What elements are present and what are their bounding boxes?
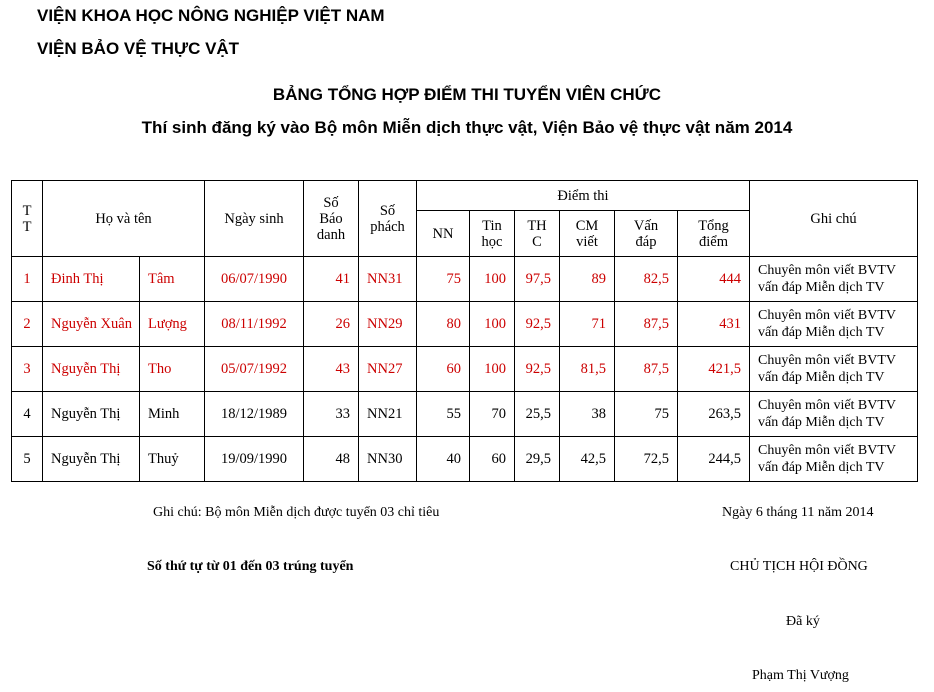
last-name: Nguyễn Thị	[43, 347, 140, 392]
header-tt: T T	[12, 181, 43, 257]
table-row	[12, 257, 918, 302]
footer-note: Ghi chú: Bộ môn Miễn dịch được tuyển 03 chỉ tiêu	[153, 505, 440, 520]
row-number: 4	[12, 392, 43, 437]
header-vd: Vấn đáp	[615, 211, 678, 257]
document-date: Ngày 6 tháng 11 năm 2014	[722, 505, 874, 520]
code-number: NN27	[359, 347, 417, 392]
row-number: 2	[12, 302, 43, 347]
table-row	[12, 302, 918, 347]
score-nn: 40	[417, 437, 470, 482]
header-thc: TH C	[515, 211, 560, 257]
candidate-number: 48	[304, 437, 359, 482]
first-name: Tâm	[140, 257, 205, 302]
header-sbd: Số Báo danh	[304, 181, 359, 257]
header-total: Tổng điểm	[678, 211, 750, 257]
score-tin-hoc: 100	[470, 302, 515, 347]
score-total: 244,5	[678, 437, 750, 482]
date-of-birth: 08/11/1992	[205, 302, 304, 347]
score-nn: 55	[417, 392, 470, 437]
score-nn: 80	[417, 302, 470, 347]
date-of-birth: 18/12/1989	[205, 392, 304, 437]
first-name: Lượng	[140, 302, 205, 347]
score-total: 431	[678, 302, 750, 347]
header-name: Họ và tên	[43, 181, 205, 257]
score-thc: 92,5	[515, 302, 560, 347]
first-name: Tho	[140, 347, 205, 392]
row-number: 1	[12, 257, 43, 302]
date-of-birth: 19/09/1990	[205, 437, 304, 482]
candidate-number: 43	[304, 347, 359, 392]
document-subtitle: Thí sinh đăng ký vào Bộ môn Miễn dịch thực vật, Viện Bảo vệ thực vật năm 2014	[141, 118, 793, 137]
row-note: Chuyên môn viết BVTV vấn đáp Miễn dịch TV	[750, 257, 918, 302]
header-phach: Số phách	[359, 181, 417, 257]
passed-candidates-note: Số thứ tự từ 01 đến 03 trúng tuyển	[147, 559, 354, 574]
header-tin: Tin học	[470, 211, 515, 257]
first-name: Thuỷ	[140, 437, 205, 482]
document-title: BẢNG TỔNG HỢP ĐIỂM THI TUYỂN VIÊN CHỨC	[272, 85, 662, 104]
score-nn: 75	[417, 257, 470, 302]
row-number: 5	[12, 437, 43, 482]
score-thc: 29,5	[515, 437, 560, 482]
table-row	[12, 347, 918, 392]
council-chair-title: CHỦ TỊCH HỘI ĐỒNG	[730, 559, 868, 574]
first-name: Minh	[140, 392, 205, 437]
score-total: 421,5	[678, 347, 750, 392]
institute-name: VIỆN BẢO VỆ THỰC VẬT	[37, 39, 240, 58]
code-number: NN31	[359, 257, 417, 302]
header-cm: CM viết	[560, 211, 615, 257]
score-van-dap: 82,5	[615, 257, 678, 302]
score-cm-viet: 38	[560, 392, 615, 437]
score-van-dap: 72,5	[615, 437, 678, 482]
row-note: Chuyên môn viết BVTV vấn đáp Miễn dịch TV	[750, 392, 918, 437]
header-nn: NN	[417, 211, 470, 257]
code-number: NN29	[359, 302, 417, 347]
row-note: Chuyên môn viết BVTV vấn đáp Miễn dịch TV	[750, 347, 918, 392]
header-note: Ghi chú	[750, 181, 918, 257]
last-name: Nguyễn Thị	[43, 392, 140, 437]
row-note: Chuyên môn viết BVTV vấn đáp Miễn dịch TV	[750, 302, 918, 347]
organization-name: VIỆN KHOA HỌC NÔNG NGHIỆP VIỆT NAM	[37, 6, 385, 25]
row-number: 3	[12, 347, 43, 392]
score-tin-hoc: 100	[470, 257, 515, 302]
candidate-number: 26	[304, 302, 359, 347]
date-of-birth: 06/07/1990	[205, 257, 304, 302]
code-number: NN30	[359, 437, 417, 482]
score-cm-viet: 42,5	[560, 437, 615, 482]
score-thc: 97,5	[515, 257, 560, 302]
table-row	[12, 392, 918, 437]
score-cm-viet: 89	[560, 257, 615, 302]
score-van-dap: 87,5	[615, 347, 678, 392]
candidate-number: 33	[304, 392, 359, 437]
score-table	[11, 180, 918, 482]
score-cm-viet: 81,5	[560, 347, 615, 392]
score-thc: 25,5	[515, 392, 560, 437]
last-name: Nguyễn Xuân	[43, 302, 140, 347]
score-nn: 60	[417, 347, 470, 392]
score-total: 263,5	[678, 392, 750, 437]
score-thc: 92,5	[515, 347, 560, 392]
row-note: Chuyên môn viết BVTV vấn đáp Miễn dịch TV	[750, 437, 918, 482]
signer-name: Phạm Thị Vượng	[752, 668, 849, 683]
score-tin-hoc: 100	[470, 347, 515, 392]
score-cm-viet: 71	[560, 302, 615, 347]
date-of-birth: 05/07/1992	[205, 347, 304, 392]
last-name: Nguyễn Thị	[43, 437, 140, 482]
score-tin-hoc: 70	[470, 392, 515, 437]
header-dob: Ngày sinh	[205, 181, 304, 257]
header-scores: Điểm thi	[417, 181, 750, 211]
code-number: NN21	[359, 392, 417, 437]
score-tin-hoc: 60	[470, 437, 515, 482]
score-van-dap: 75	[615, 392, 678, 437]
table-row	[12, 437, 918, 482]
candidate-number: 41	[304, 257, 359, 302]
score-total: 444	[678, 257, 750, 302]
score-van-dap: 87,5	[615, 302, 678, 347]
signed-label: Đã ký	[786, 614, 820, 629]
last-name: Đinh Thị	[43, 257, 140, 302]
